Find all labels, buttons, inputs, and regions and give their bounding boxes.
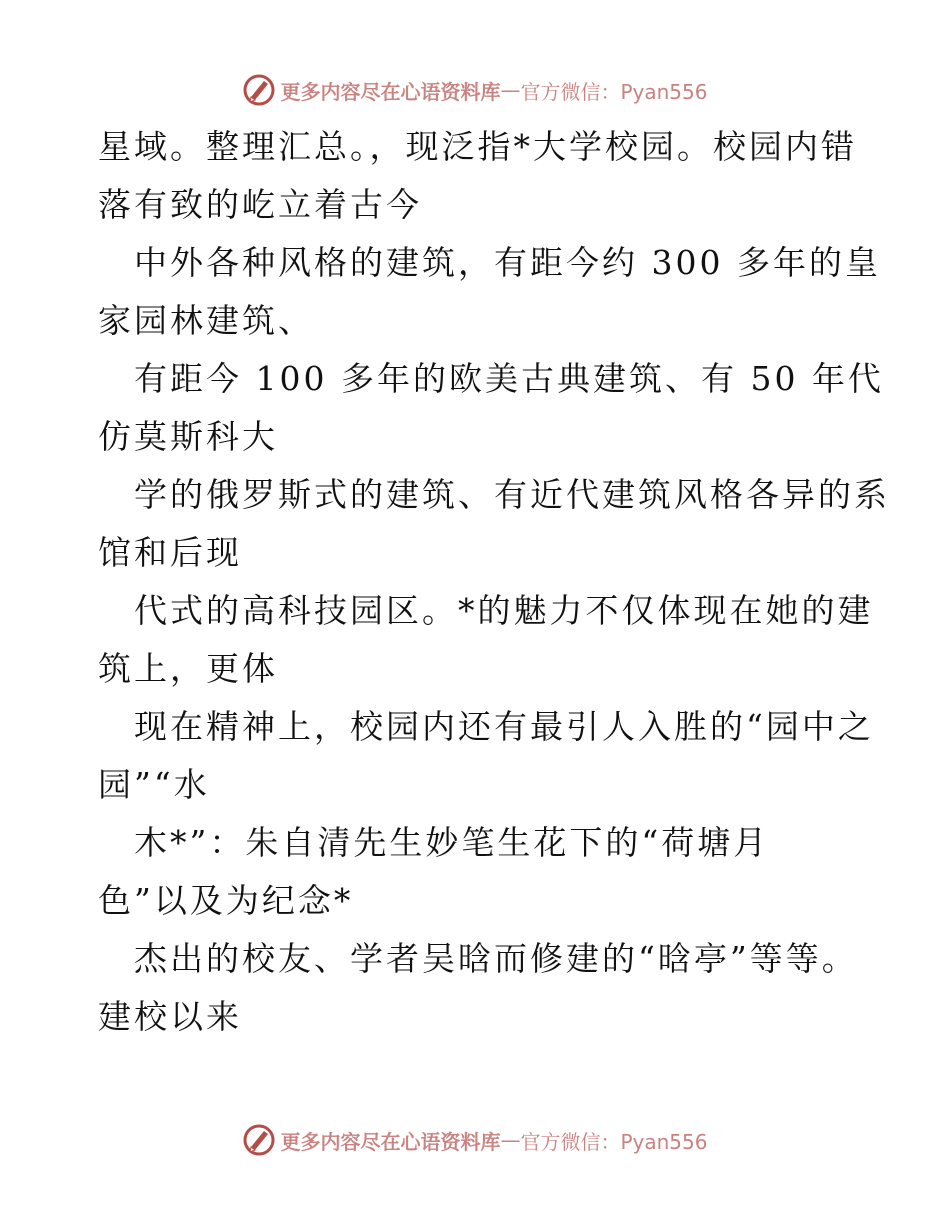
text-line: 建校以来 bbox=[98, 997, 242, 1036]
document-body bbox=[98, 118, 890, 1046]
text-line: 中外各种风格的建筑，有距今约 300 多年的皇 bbox=[134, 243, 881, 282]
banner-wechat: 官方微信：Pyan556 bbox=[520, 1129, 708, 1154]
footer-banner bbox=[0, 1120, 950, 1160]
banner-dash: — bbox=[500, 1128, 521, 1152]
text-line: 园”“水 bbox=[98, 765, 210, 804]
pen-circle-logo-icon bbox=[242, 73, 276, 107]
text-line: 木*”：朱自清先生妙笔生花下的“荷塘月 bbox=[134, 823, 770, 862]
text-line: 色”以及为纪念* bbox=[98, 881, 354, 920]
banner-title: 更多内容尽在心语资料库 bbox=[280, 1129, 501, 1154]
header-banner bbox=[0, 70, 950, 110]
text-line: 有距今 100 多年的欧美古典建筑、有 50 年代 bbox=[134, 359, 884, 398]
banner-dash: — bbox=[500, 78, 521, 102]
text-line: 现在精神上，校园内还有最引人入胜的“园中之 bbox=[134, 707, 874, 746]
text-line: 代式的高科技园区。*的魅力不仅体现在她的建 bbox=[134, 591, 874, 630]
text-line: 落有致的屹立着古今 bbox=[98, 185, 422, 224]
banner-wechat: 官方微信：Pyan556 bbox=[520, 79, 708, 104]
text-line: 星域。整理汇总。，现泛指*大学校园。校园内错 bbox=[98, 127, 857, 166]
text-line: 馆和后现 bbox=[98, 533, 242, 572]
banner-title: 更多内容尽在心语资料库 bbox=[280, 79, 501, 104]
text-line: 学的俄罗斯式的建筑、有近代建筑风格各异的系 bbox=[134, 475, 890, 514]
text-line: 杰出的校友、学者吴晗而修建的“晗亭”等等。 bbox=[134, 939, 858, 978]
text-line: 家园林建筑、 bbox=[98, 301, 314, 340]
text-line: 仿莫斯科大 bbox=[98, 417, 278, 456]
text-line: 筑上，更体 bbox=[98, 649, 278, 688]
pen-circle-logo-icon bbox=[242, 1123, 276, 1157]
